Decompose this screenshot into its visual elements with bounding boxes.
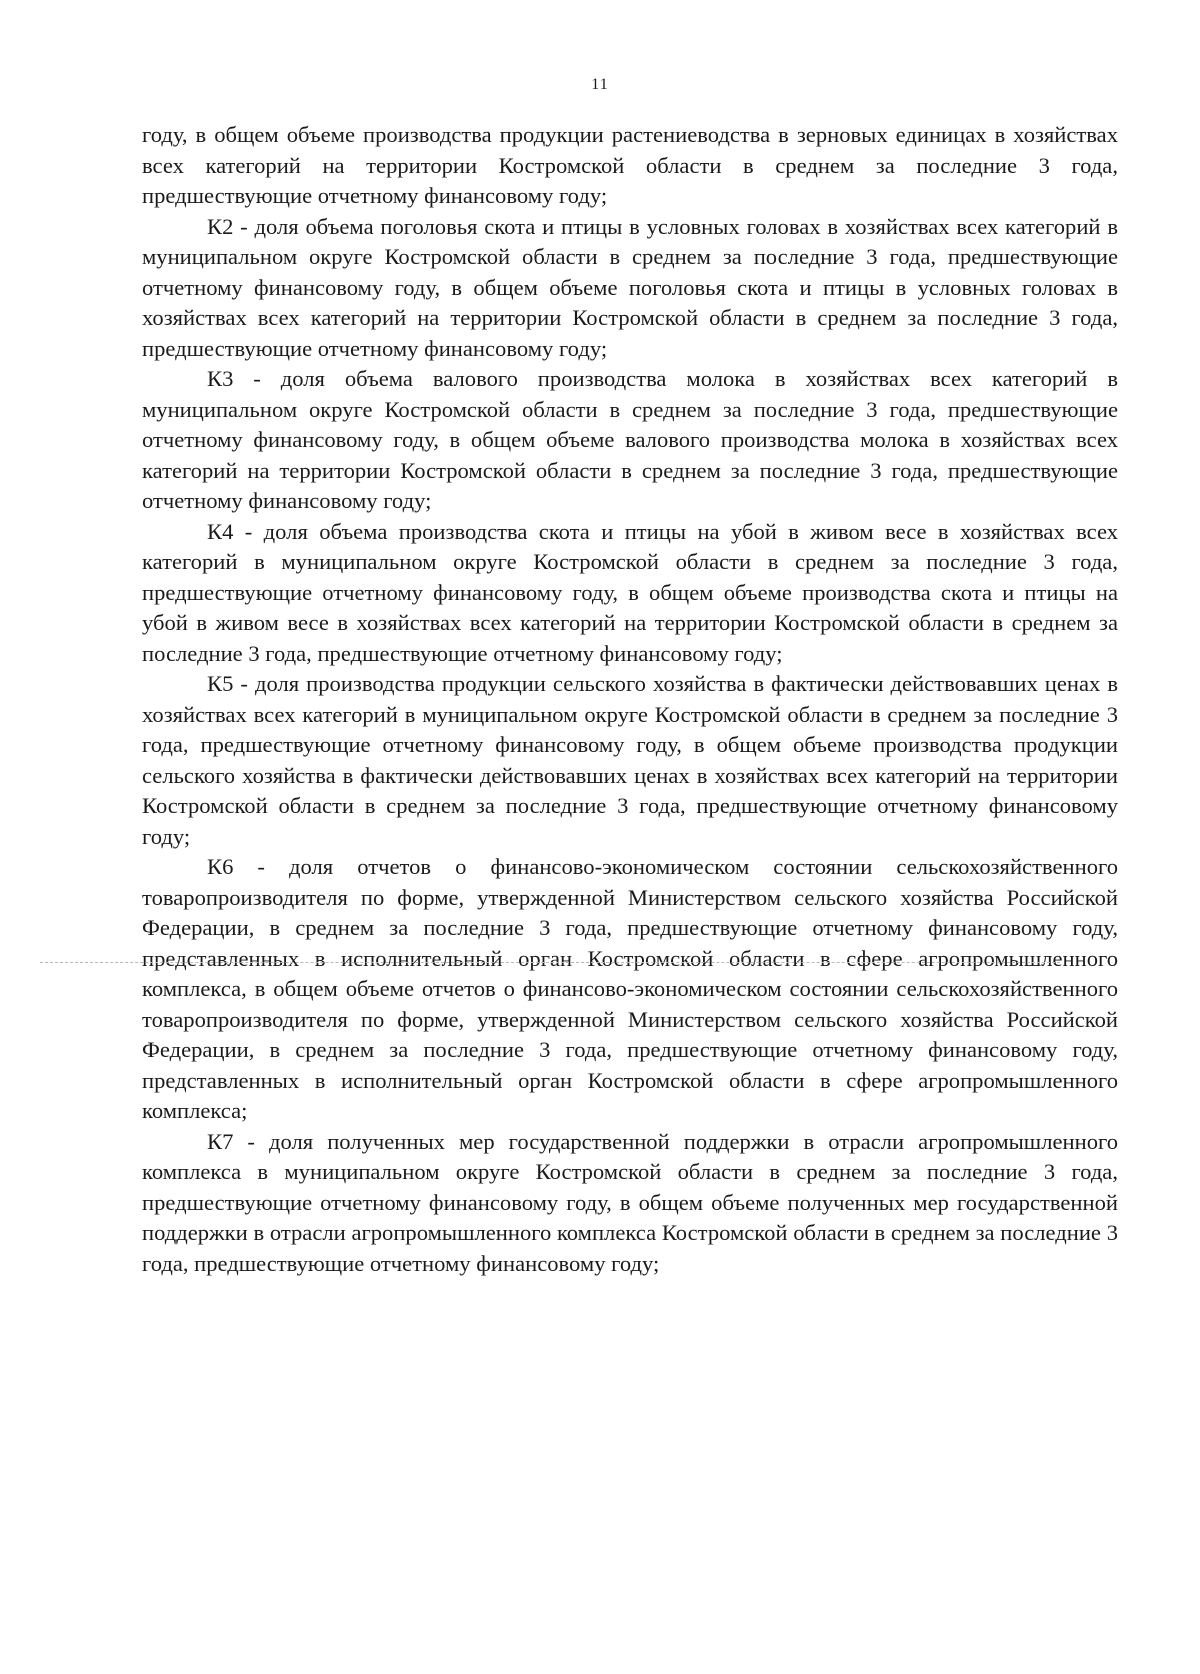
paragraph-k3: К3 - доля объема валового производства молока в хозяйствах всех категорий в муниципальном округе Костромской области в среднем за последние 3 года, предшествующие отчетному финансовому году, в общем объеме валового производства молока в хозяйствах всех категорий на территории Костромской области в среднем за последние 3 года, предшествующие отчетному финансовому году; <box>142 366 1118 513</box>
document-body <box>142 120 1118 1279</box>
paragraph-k6: К6 - доля отчетов о финансово-экономическом состоянии сельскохозяйственного товаропроизводителя по форме, утвержденной Министерством сельского хозяйства Российской Федерации, в среднем за последние 3 года, предшествующие отчетному финансовому году, представленных в исполнительный орган Костромской области в сфере агропромышленного комплекса, в общем объеме отчетов о финансово-экономическом состоянии сельскохозяйственного товаропроизводителя по форме, утвержденной Министерством сельского хозяйства Российской Федерации, в среднем за последние 3 года, предшествующие отчетному финансовому году, представленных в исполнительный орган Костромской области в сфере агропромышленного комплекса; <box>142 854 1118 1123</box>
paragraph-k7: К7 - доля полученных мер государственной поддержки в отрасли агропромышленного комплекса в муниципальном округе Костромской области в среднем за последние 3 года, предшествующие отчетному финансовому году, в общем объеме полученных мер государственной поддержки в отрасли агропромышленного комплекса Костромской области в среднем за последние 3 года, предшествующие отчетному финансовому году; <box>142 1128 1118 1276</box>
paragraph-k2: К2 - доля объема поголовья скота и птицы в условных головах в хозяйствах всех категорий в муниципальном округе Костромской области в среднем за последние 3 года, предшествующие отчетному финансовому году, в общем объеме поголовья скота и птицы в условных головах в хозяйствах всех категорий на территории Костромской области в среднем за последние 3 года, предшествующие отчетному финансовому году; <box>142 213 1118 361</box>
paragraph-continuation: году, в общем объеме производства продукции растениеводства в зерновых единицах в хозяйствах всех категорий на территории Костромской области в среднем за последние 3 года, предшествующие отчетному финансовому году; <box>142 122 1118 208</box>
page-number: 11 <box>591 76 609 93</box>
paragraph-k5: К5 - доля производства продукции сельского хозяйства в фактически действовавших ценах в хозяйствах всех категорий в муниципальном округе Костромской области в среднем за последние 3 года, предшествующие отчетному финансовому году, в общем объеме производства продукции сельского хозяйства в фактически действовавших ценах в хозяйствах всех категорий на территории Костромской области в среднем за последние 3 года, предшествующие отчетному финансовому году; <box>142 671 1118 849</box>
paragraph-k4: К4 - доля объема производства скота и птицы на убой в живом весе в хозяйствах всех категорий в муниципальном округе Костромской области в среднем за последние 3 года, предшествующие отчетному финансовому году, в общем объеме производства скота и птицы на убой в живом весе в хозяйствах всех категорий на территории Костромской области в среднем за последние 3 года, предшествующие отчетному финансовому году; <box>142 518 1118 666</box>
scan-artifact-line <box>40 962 1060 963</box>
